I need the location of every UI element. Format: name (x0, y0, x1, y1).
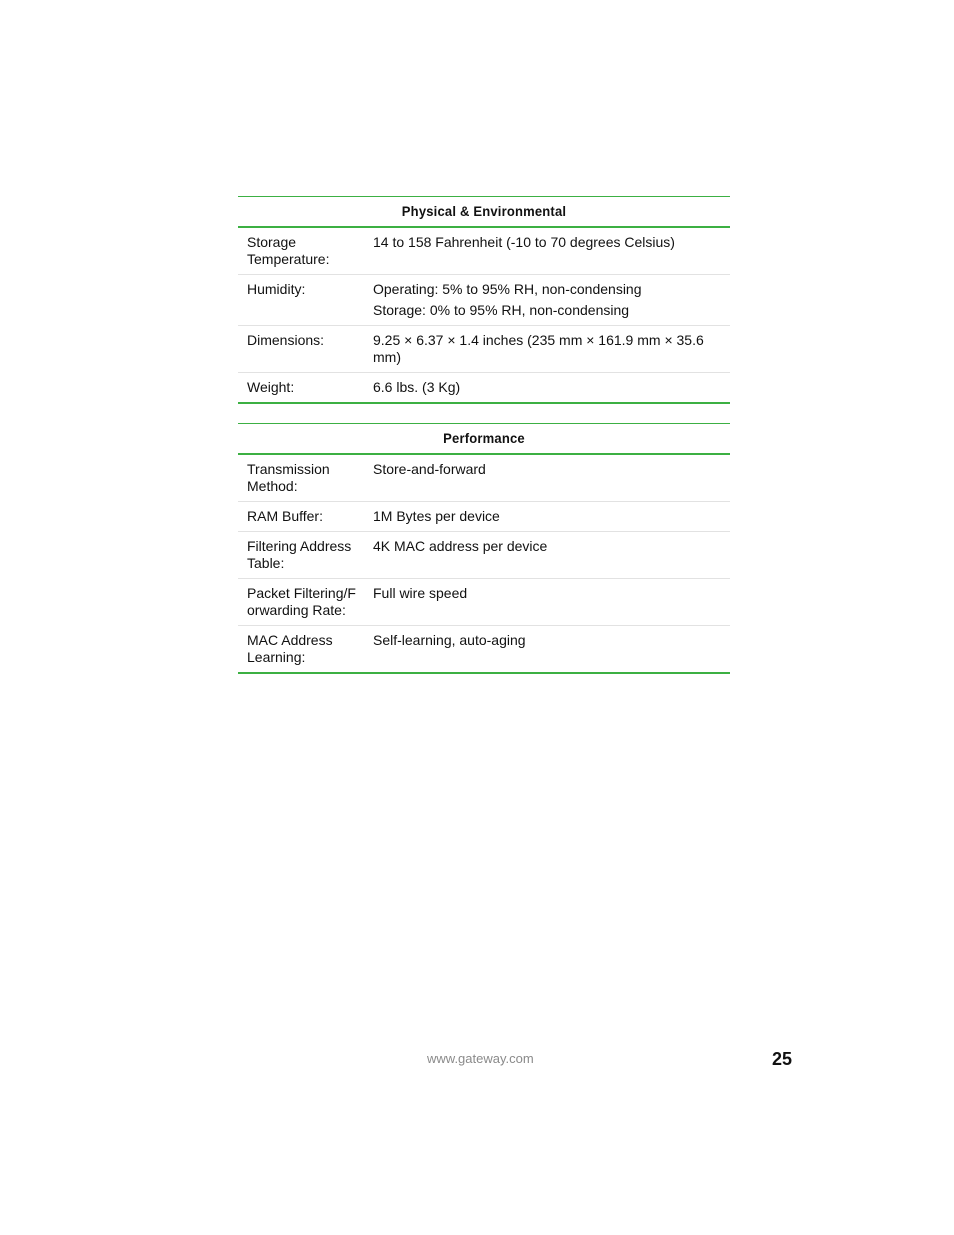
table-row (238, 326, 730, 373)
transmission-method-text: Store-and-forward (373, 461, 486, 477)
weight-value (364, 373, 730, 404)
packet-filtering-rate-text: Full wire speed (373, 585, 468, 601)
physical-environmental-table (238, 196, 730, 404)
humidity-label: Humidity: (238, 275, 364, 326)
mac-address-learning-label: MAC Address Learning: (238, 626, 364, 674)
humidity-storage-text: Storage: 0% to 95% RH, non-condensing (373, 302, 630, 318)
page-number: 25 (772, 1049, 793, 1069)
table-row (238, 373, 730, 404)
weight-label: Weight: (238, 373, 364, 404)
weight-text: 6.6 lbs. (3 Kg) (373, 379, 461, 395)
ram-buffer-value (364, 502, 730, 532)
performance-table (238, 423, 730, 674)
packet-filtering-rate-label: Packet Filtering/Forwarding Rate: (238, 579, 364, 626)
ram-buffer-label: RAM Buffer: (238, 502, 364, 532)
table-row (238, 454, 730, 502)
table-row (238, 626, 730, 674)
humidity-operating-text: Operating: 5% to 95% RH, non-condensing (373, 281, 642, 297)
mac-address-learning-text: Self-learning, auto-aging (373, 632, 526, 648)
footer-url[interactable]: www.gateway.com (427, 1051, 534, 1066)
packet-filtering-rate-value (364, 579, 730, 626)
performance-heading: Performance (255, 424, 713, 455)
table-row (238, 579, 730, 626)
transmission-method-value (364, 454, 730, 502)
storage-temperature-label: Storage Temperature: (238, 227, 364, 275)
dimensions-text: 9.25 × 6.37 × 1.4 inches (235 mm × 161.9 mm × 35.6 mm) (373, 332, 704, 365)
filtering-address-table-label: Filtering Address Table: (238, 532, 364, 579)
table-row (238, 532, 730, 579)
transmission-method-label: Transmission Method: (238, 454, 364, 502)
filtering-address-table-text: 4K MAC address per device (373, 538, 548, 554)
physical-environmental-heading: Physical & Environmental (255, 197, 713, 228)
storage-temperature-value (364, 227, 730, 275)
storage-temperature-text: 14 to 158 Fahrenheit (-10 to 70 degrees Celsius) (373, 234, 675, 250)
dimensions-value (364, 326, 730, 373)
dimensions-label: Dimensions: (238, 326, 364, 373)
ram-buffer-text: 1M Bytes per device (373, 508, 500, 524)
table-row (238, 227, 730, 275)
table-row (238, 275, 730, 326)
filtering-address-table-value (364, 532, 730, 579)
mac-address-learning-value (364, 626, 730, 674)
table-row (238, 502, 730, 532)
humidity-value (364, 275, 730, 326)
